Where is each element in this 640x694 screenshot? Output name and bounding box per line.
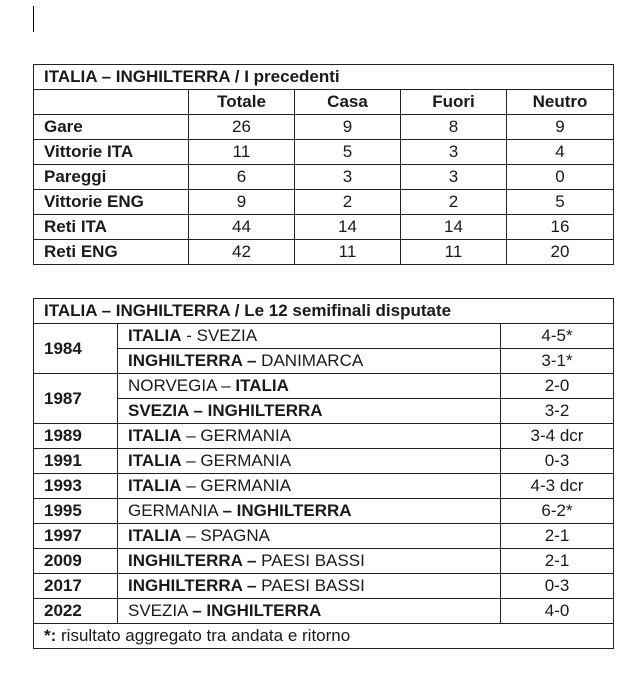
stat-value: 16: [507, 215, 614, 240]
team-highlight: INGHILTERRA –: [128, 576, 262, 595]
header-totale: Totale: [189, 90, 295, 115]
year-cell: 1989: [34, 424, 118, 449]
result-cell: 6-2*: [501, 499, 614, 524]
stat-row: [34, 215, 614, 240]
result-cell: 0-3: [501, 574, 614, 599]
stat-value: 14: [295, 215, 401, 240]
team-highlight: ITALIA: [128, 476, 182, 495]
result-cell: 3-2: [501, 399, 614, 424]
match-cell: [118, 449, 501, 474]
year-cell: 2017: [34, 574, 118, 599]
semifinale-row: [34, 449, 614, 474]
match-cell: [118, 399, 501, 424]
footnote: [34, 624, 614, 649]
stat-value: 2: [401, 190, 507, 215]
year-cell: 1995: [34, 499, 118, 524]
year-cell: 2009: [34, 549, 118, 574]
team-highlight: – INGHILTERRA: [222, 501, 352, 520]
year-cell: 1997: [34, 524, 118, 549]
semifinale-row: [34, 324, 614, 349]
precedenti-title: ITALIA – INGHILTERRA / I precedenti: [34, 65, 614, 90]
team-highlight: – INGHILTERRA: [192, 601, 322, 620]
stat-row: [34, 115, 614, 140]
match-cell: [118, 324, 501, 349]
semifinale-row: [34, 424, 614, 449]
stat-value: 9: [295, 115, 401, 140]
semifinale-row: [34, 574, 614, 599]
team-highlight: ITALIA: [128, 526, 182, 545]
stat-value: 5: [295, 140, 401, 165]
result-cell: 3-1*: [501, 349, 614, 374]
stat-value: 8: [401, 115, 507, 140]
match-cell: [118, 374, 501, 399]
team-text: – GERMANIA: [181, 426, 292, 445]
semifinale-row: [34, 374, 614, 399]
result-cell: 0-3: [501, 449, 614, 474]
stat-value: 20: [507, 240, 614, 265]
year-cell: 1993: [34, 474, 118, 499]
precedenti-table: [33, 64, 614, 265]
stat-label: Reti ENG: [34, 240, 189, 265]
stat-label: Reti ITA: [34, 215, 189, 240]
team-highlight: INGHILTERRA –: [128, 351, 262, 370]
team-text: NORVEGIA –: [128, 376, 236, 395]
team-highlight: ITALIA: [128, 326, 182, 345]
semifinali-title: ITALIA – INGHILTERRA / Le 12 semifinali disputate: [34, 299, 614, 324]
team-highlight: ITALIA: [235, 376, 289, 395]
semifinale-row: [34, 549, 614, 574]
stat-value: 9: [507, 115, 614, 140]
footnote-text: risultato aggregato tra andata e ritorno: [56, 626, 351, 645]
stat-value: 4: [507, 140, 614, 165]
header-row: [34, 90, 614, 115]
header-empty: [34, 90, 189, 115]
stat-row: [34, 190, 614, 215]
team-text: GERMANIA: [128, 501, 223, 520]
header-casa: Casa: [295, 90, 401, 115]
result-cell: 2-1: [501, 524, 614, 549]
year-cell: 1987: [34, 374, 118, 424]
team-text: SVEZIA: [128, 601, 193, 620]
result-cell: 2-1: [501, 549, 614, 574]
stat-value: 42: [189, 240, 295, 265]
match-cell: [118, 599, 501, 624]
team-text: PAESI BASSI: [261, 576, 365, 595]
match-cell: [118, 349, 501, 374]
team-highlight: ITALIA: [128, 451, 182, 470]
result-cell: 3-4 dcr: [501, 424, 614, 449]
semifinale-row: [34, 349, 614, 374]
team-text: - SVEZIA: [181, 326, 258, 345]
year-cell: 1984: [34, 324, 118, 374]
match-cell: [118, 524, 501, 549]
stat-label: Pareggi: [34, 165, 189, 190]
stat-value: 44: [189, 215, 295, 240]
stat-value: 5: [507, 190, 614, 215]
stat-value: 3: [401, 140, 507, 165]
stat-row: [34, 140, 614, 165]
stat-value: 9: [189, 190, 295, 215]
result-cell: 4-5*: [501, 324, 614, 349]
year-cell: 2022: [34, 599, 118, 624]
stat-value: 0: [507, 165, 614, 190]
stat-value: 11: [189, 140, 295, 165]
stat-row: [34, 240, 614, 265]
stat-label: Gare: [34, 115, 189, 140]
result-cell: 4-0: [501, 599, 614, 624]
result-cell: 4-3 dcr: [501, 474, 614, 499]
text-cursor: [33, 6, 34, 32]
match-cell: [118, 424, 501, 449]
stat-value: 26: [189, 115, 295, 140]
match-cell: [118, 574, 501, 599]
header-neutro: Neutro: [507, 90, 614, 115]
semifinale-row: [34, 524, 614, 549]
team-text: – GERMANIA: [181, 476, 292, 495]
stat-value: 3: [401, 165, 507, 190]
team-text: – GERMANIA: [181, 451, 292, 470]
semifinale-row: [34, 599, 614, 624]
stat-label: Vittorie ENG: [34, 190, 189, 215]
semifinale-row: [34, 474, 614, 499]
team-text: PAESI BASSI: [261, 551, 365, 570]
team-text: – SPAGNA: [181, 526, 271, 545]
team-highlight: SVEZIA – INGHILTERRA: [128, 401, 323, 420]
match-cell: [118, 499, 501, 524]
stat-value: 2: [295, 190, 401, 215]
header-fuori: Fuori: [401, 90, 507, 115]
stat-value: 11: [295, 240, 401, 265]
match-cell: [118, 474, 501, 499]
semifinale-row: [34, 499, 614, 524]
year-cell: 1991: [34, 449, 118, 474]
stat-value: 11: [401, 240, 507, 265]
footnote-mark: *:: [44, 626, 57, 645]
stat-label: Vittorie ITA: [34, 140, 189, 165]
team-highlight: ITALIA: [128, 426, 182, 445]
stat-value: 14: [401, 215, 507, 240]
match-cell: [118, 549, 501, 574]
result-cell: 2-0: [501, 374, 614, 399]
stat-row: [34, 165, 614, 190]
semifinali-table: [33, 298, 614, 649]
team-text: DANIMARCA: [261, 351, 364, 370]
semifinale-row: [34, 399, 614, 424]
team-highlight: INGHILTERRA –: [128, 551, 262, 570]
stat-value: 3: [295, 165, 401, 190]
stat-value: 6: [189, 165, 295, 190]
